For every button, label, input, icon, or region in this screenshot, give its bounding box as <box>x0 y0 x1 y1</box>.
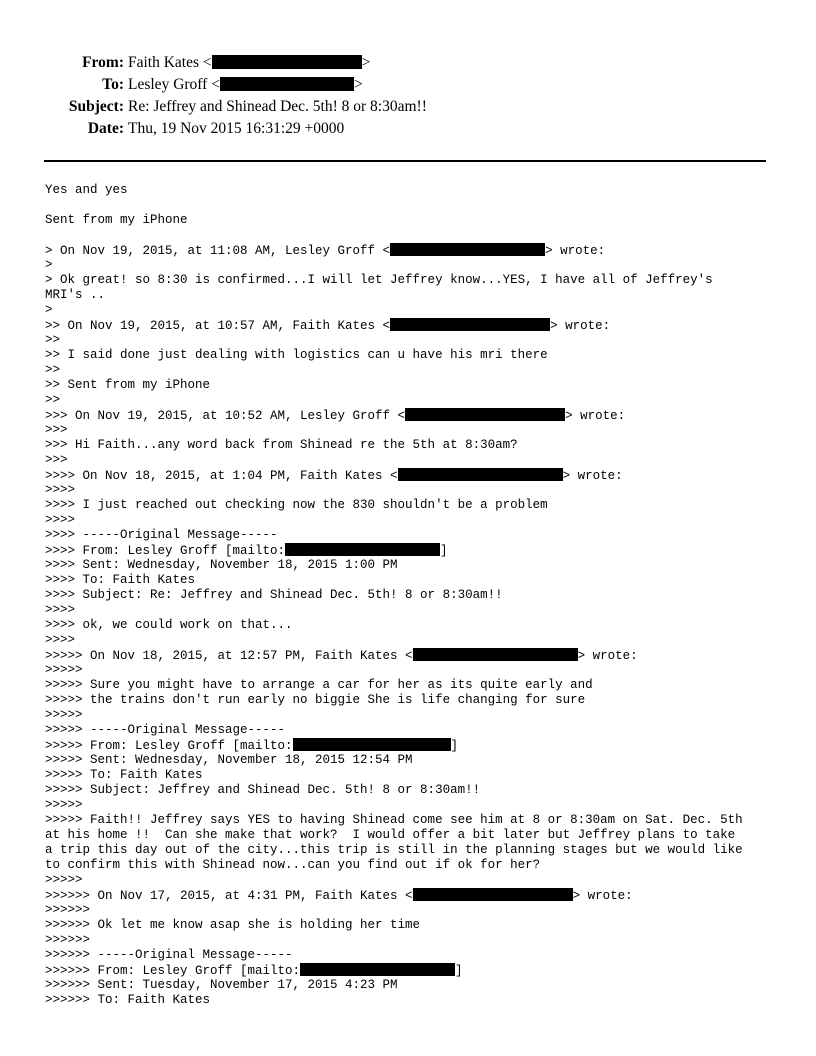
body-line-suffix: ] <box>440 544 448 558</box>
to-row <box>0 74 816 96</box>
body-line-text: >>>>>> <box>45 933 91 947</box>
body-line <box>45 543 785 558</box>
body-line <box>45 243 785 258</box>
body-line-text: >>>>> Sent: Wednesday, November 18, 2015 12:54 PM <box>45 753 413 767</box>
body-line-text: >>>> On Nov 18, 2015, at 1:04 PM, Faith Kates < <box>45 469 398 483</box>
body-line-text: >>>> Subject: Re: Jeffrey and Shinead Dec. 5th! 8 or 8:30am!! <box>45 588 503 602</box>
body-line <box>45 783 785 798</box>
body-line-text: >>>>> On Nov 18, 2015, at 12:57 PM, Faith Kates < <box>45 649 413 663</box>
body-line-text: >> <box>45 363 61 377</box>
body-line <box>45 903 785 918</box>
body-line <box>45 588 785 603</box>
body-line <box>45 333 785 348</box>
body-line-text: at his home !! Can she make that work? I would offer a bit later but Jeffrey plans to take <box>45 828 736 842</box>
body-line-text: >>>>> the trains don't run early no biggie She is life changing for sure <box>45 693 586 707</box>
body-line-text: >>>>> Subject: Jeffrey and Shinead Dec. 5th! 8 or 8:30am!! <box>45 783 481 797</box>
body-line-text: > Ok great! so 8:30 is confirmed...I will let Jeffrey know...YES, I have all of Jeffrey's <box>45 273 713 287</box>
redaction-block <box>390 318 550 331</box>
body-line-text: > <box>45 303 53 317</box>
body-line <box>45 738 785 753</box>
date-row <box>0 118 816 140</box>
body-line-text: >>>> From: Lesley Groff [mailto: <box>45 544 286 558</box>
body-line <box>45 483 785 498</box>
body-line <box>45 198 785 213</box>
body-line-text: >> <box>45 393 61 407</box>
body-line <box>45 348 785 363</box>
body-line-text: >>>> To: Faith Kates <box>45 573 196 587</box>
body-line <box>45 213 785 228</box>
to-value: Lesley Groff < <box>128 76 220 93</box>
body-line <box>45 933 785 948</box>
body-line-text: >> On Nov 19, 2015, at 10:57 AM, Faith Kates < <box>45 319 391 333</box>
subject-row <box>0 96 816 118</box>
body-line <box>45 378 785 393</box>
body-line-text: >>>>>> -----Original Message----- <box>45 948 293 962</box>
body-line <box>45 183 785 198</box>
body-line <box>45 858 785 873</box>
body-line-text: >>>>> <box>45 798 83 812</box>
body-line-text: MRI's .. <box>45 288 106 302</box>
redaction-block <box>398 468 563 481</box>
body-line <box>45 828 785 843</box>
body-line <box>45 618 785 633</box>
body-line-text: >>>> -----Original Message----- <box>45 528 278 542</box>
body-line <box>45 843 785 858</box>
body-line <box>45 888 785 903</box>
body-line-suffix: > wrote: <box>562 469 623 483</box>
body-line-text: Sent from my iPhone <box>45 213 188 227</box>
body-line <box>45 288 785 303</box>
date-label: Date: <box>87 120 124 137</box>
body-line <box>45 498 785 513</box>
body-line-text: > <box>45 258 53 272</box>
subject-value: Re: Jeffrey and Shinead Dec. 5th! 8 or 8:30am!! <box>128 98 427 115</box>
body-line <box>45 318 785 333</box>
body-line-text: > On Nov 19, 2015, at 11:08 AM, Lesley Groff < <box>45 244 391 258</box>
body-line <box>45 468 785 483</box>
body-line <box>45 948 785 963</box>
body-line-suffix: > wrote: <box>572 889 633 903</box>
redaction-block <box>293 738 451 751</box>
body-line <box>45 603 785 618</box>
body-line <box>45 918 785 933</box>
body-line <box>45 513 785 528</box>
redaction-block <box>285 543 440 556</box>
message-body <box>45 183 785 1008</box>
body-line-suffix: > wrote: <box>565 409 626 423</box>
body-line <box>45 768 785 783</box>
body-line <box>45 393 785 408</box>
body-line <box>45 978 785 993</box>
from-bracket-close: > <box>361 54 371 71</box>
body-line-text: to confirm this with Shinead now...can you find out if ok for her? <box>45 858 541 872</box>
redaction-block <box>413 648 578 661</box>
body-line-text: >> <box>45 333 61 347</box>
body-line <box>45 873 785 888</box>
body-line-text: >>> On Nov 19, 2015, at 10:52 AM, Lesley Groff < <box>45 409 406 423</box>
body-line <box>45 528 785 543</box>
to-bracket-close: > <box>353 76 363 93</box>
body-line-text: >>>>>> <box>45 903 91 917</box>
body-line-suffix: > wrote: <box>577 649 638 663</box>
redaction-block <box>390 243 545 256</box>
body-line <box>45 648 785 663</box>
redaction-block <box>220 77 354 91</box>
body-line-text: >>>>> Faith!! Jeffrey says YES to having Shinead come see him at 8 or 8:30am on Sat. Dec. 5th <box>45 813 743 827</box>
body-line-text: >>>>> To: Faith Kates <box>45 768 203 782</box>
body-line-text: >> I said done just dealing with logistics can u have his mri there <box>45 348 548 362</box>
subject-label: Subject: <box>68 98 124 115</box>
body-line-text: >>>>> <box>45 663 83 677</box>
body-line-text: >>> Hi Faith...any word back from Shinead re the 5th at 8:30am? <box>45 438 518 452</box>
from-row <box>0 52 816 74</box>
body-line-suffix: ] <box>450 739 459 753</box>
to-label: To: <box>102 76 124 93</box>
from-value: Faith Kates < <box>128 54 212 71</box>
body-line-text: >> Sent from my iPhone <box>45 378 211 392</box>
body-line <box>45 423 785 438</box>
body-line <box>45 573 785 588</box>
body-line-text: >>>>>> Ok let me know asap she is holding her time <box>45 918 421 932</box>
body-line-text: >>>> ok, we could work on that... <box>45 618 293 632</box>
body-line-suffix: ] <box>455 964 463 978</box>
body-line-text: >>>>> <box>45 708 83 722</box>
body-line-text: >>>>> <box>45 873 83 887</box>
body-line <box>45 798 785 813</box>
redaction-block <box>405 408 565 421</box>
body-line <box>45 228 785 243</box>
body-line-suffix: > wrote: <box>545 244 606 258</box>
body-line-text: >>>> Sent: Wednesday, November 18, 2015 1:00 PM <box>45 558 398 572</box>
body-line <box>45 303 785 318</box>
body-line-text: >>>>> From: Lesley Groff [mailto: <box>45 739 293 753</box>
body-line-text: >>>> I just reached out checking now the 830 shouldn't be a problem <box>45 498 548 512</box>
body-line <box>45 813 785 828</box>
body-line <box>45 708 785 723</box>
body-line-text: >>>>>> To: Faith Kates <box>45 993 211 1007</box>
body-line-text: >>>> <box>45 483 76 497</box>
from-label: From: <box>82 54 124 71</box>
body-line <box>45 453 785 468</box>
body-line <box>45 993 785 1008</box>
body-line <box>45 663 785 678</box>
body-line-suffix: > wrote: <box>550 319 611 333</box>
body-line <box>45 633 785 648</box>
body-line-text: a trip this day out of the city...this trip is still in the planning stages but we would like <box>45 843 743 857</box>
redaction-block <box>212 55 362 69</box>
redaction-block <box>300 963 455 976</box>
body-line <box>45 753 785 768</box>
body-line <box>45 363 785 378</box>
body-line <box>45 723 785 738</box>
body-line-text: >>>> <box>45 513 76 527</box>
body-line-text: >>>> <box>45 603 76 617</box>
body-line <box>45 408 785 423</box>
body-line-text: >>>>>> From: Lesley Groff [mailto: <box>45 964 301 978</box>
body-line-text: >>> <box>45 453 68 467</box>
body-line <box>45 438 785 453</box>
body-line <box>45 963 785 978</box>
body-line <box>45 678 785 693</box>
body-line <box>45 273 785 288</box>
body-line-text: >>>>>> On Nov 17, 2015, at 4:31 PM, Faith Kates < <box>45 889 413 903</box>
body-line <box>45 558 785 573</box>
date-value: Thu, 19 Nov 2015 16:31:29 +0000 <box>128 120 345 137</box>
body-line-text: >>>>> Sure you might have to arrange a car for her as its quite early and <box>45 678 593 692</box>
body-line-text: >>>>> -----Original Message----- <box>45 723 286 737</box>
body-line-text: >>>> <box>45 633 76 647</box>
body-line-text: Yes and yes <box>45 183 128 197</box>
redaction-block <box>413 888 573 901</box>
body-line-text: >>>>>> Sent: Tuesday, November 17, 2015 4:23 PM <box>45 978 398 992</box>
body-line <box>45 693 785 708</box>
header-divider <box>44 160 766 162</box>
body-line-text: >>> <box>45 423 68 437</box>
body-line <box>45 258 785 273</box>
